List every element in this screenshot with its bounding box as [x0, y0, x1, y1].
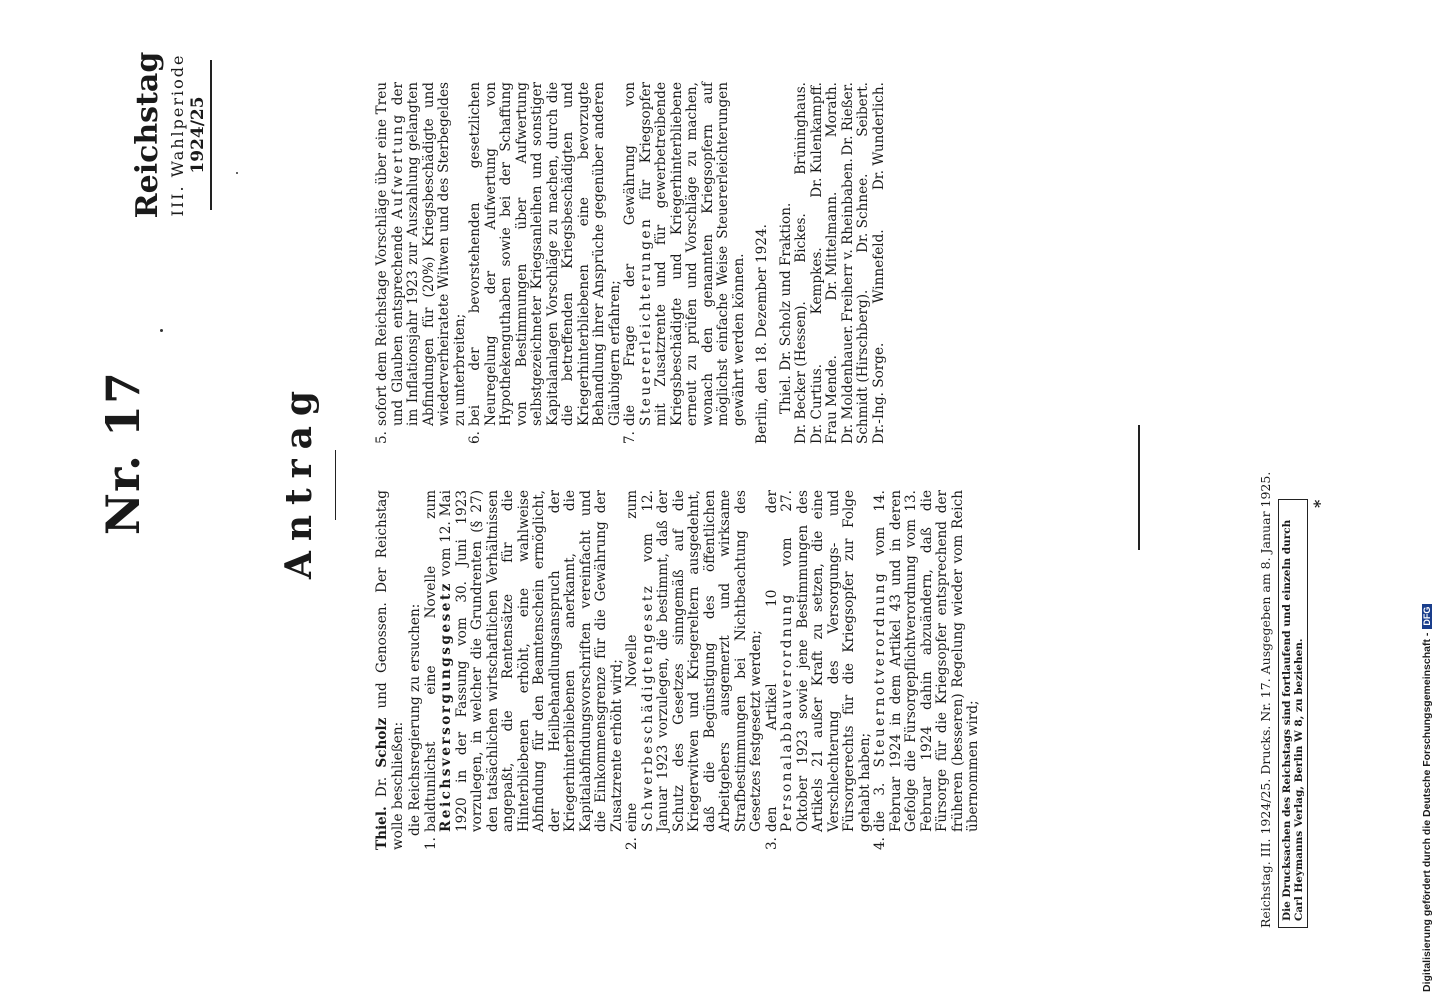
signature-lead: Thiel. Dr. Scholz und Fraktion.	[777, 202, 794, 414]
signatory-list	[794, 82, 887, 444]
signatory-row: Frau Mende. Dr. Mittelmann. Morath.	[824, 82, 840, 444]
speck-dot	[160, 329, 163, 332]
left-column	[375, 490, 982, 850]
signatory-row: Schmidt (Hirschberg). Dr. Schnee. Seibert.	[855, 82, 871, 444]
intro-scholz: Scholz	[374, 717, 390, 768]
header-rule	[210, 60, 212, 210]
signatory-row: Dr.-Ing. Sorge. Winnefeld. Dr. Wunderlich.	[870, 82, 887, 444]
lead-text: die Reichsregierung zu ersuchen:	[407, 603, 423, 836]
list-item: 1. baldtunlichst eine Novelle zum Reichsversorgungsgesetz vom 12. Mai 1920 in der Fassung vom 30. Juni 1923 vorzulegen, in welcher die Grundrenten (§ 27) den tatsächlichen wirtschaftlichen Verhältnissen angepaßt, die Rentensätze für die Hinterbliebenen erhöht, eine wahlweise Abfindung für den Beamtenschein ermöglicht, der Heilbehandlungsanspruch der Kriegerhinterbliebenen anerkannt, die Kapitalabfindungsvorschriften vereinfacht und die Einkommensgrenze für die Gewährung der Zusatzrente erhöht wird;	[422, 490, 625, 850]
speck-dot	[236, 172, 238, 174]
wahlperiode-label: III. Wahlperiode	[168, 53, 187, 217]
list-item: 7. die Frage der Gewährung von Steuererleichterungen für Kriegsopfer mit Zusatzrente und für gewerbetreibende Kriegsbeschädigte und Kriegerhinterbliebene erneut zu prüfen und Vorschläge zu machen, wonach den genannten Kriegsopfern auf möglichst einfache Weise Steuererleichterungen gewährt werden können.	[622, 82, 747, 444]
title-rule	[335, 450, 336, 520]
reichstag-heading: Reichstag	[130, 51, 165, 219]
footer-line: Reichstag. III. 1924/25. Drucks. Nr. 17. Ausgegeben am 8. Januar 1925.	[1258, 471, 1273, 928]
document-number: Nr. 17	[96, 370, 150, 536]
signatory-row: Dr. Curtius. Kempkes. Dr. Kulenkampff.	[808, 82, 825, 444]
footnote-box: Die Drucksachen des Reichstags sind fortlaufend und einzeln durch Carl Heymanns Verlag, Berlin W 8, zu beziehen.	[1278, 499, 1308, 928]
asterisk-mark: *	[1310, 499, 1329, 508]
date-line: Berlin, den 18. Dezember 1924.	[754, 224, 770, 444]
right-column	[375, 82, 887, 444]
column-separator	[1138, 425, 1140, 550]
list-item: 4. die 3. Steuernotverordnung vom 14. Februar 1924 in dem Artikel 43 und in deren Gefolge die Fürsorgepflichtverordnung vom 13. Februar 1924 dahin abzuändern, daß die Fürsorge für die Kriegsopfer entsprechend der früheren (besseren) Regelung wieder vom Reich übernommen wird;	[872, 490, 981, 850]
signatory-row: Dr. Moldenhauer. Freiherr v. Rheinbaben. Dr. Rießer.	[839, 82, 856, 444]
document-title: Antrag	[278, 380, 320, 580]
list-item: 2. eine Novelle zum Schwerbeschädigtengesetz vom 12. Januar 1923 vorzulegen, die bestimmt, daß der Schutz des Gesetzes sinngemäß auf die Kriegerwitwen und Kriegereltern ausgedehnt, daß die Begünstigung des öffentlichen Arbeitgebers ausgemerzt und wirksame Strafbestimmungen bei Nichtbeachtung des Gesetzes festgesetzt werden;	[624, 490, 764, 850]
list-item: 5. sofort dem Reichstage Vorschläge über eine Treu und Glauben entsprechende Aufwertung der im Inflationsjahr 1923 zur Auszahlung gelangten Abfindungen für (20%) Kriegsbeschädigte und wiederverheiratete Witwen und des Sterbegeldes zu unterbreiten;	[374, 82, 468, 444]
dfg-logo: DFG	[1422, 604, 1432, 629]
intro-name: Thiel.	[374, 806, 390, 850]
signatory-row: Dr. Becker (Hessen). Bickes. Brüninghaus.	[793, 82, 809, 444]
list-item: 3. den Artikel 10 der Personalabbauverordnung vom 27. Oktober 1923 sowie jene Bestimmungen des Artikels 21 außer Kraft zu setzen, die eine Verschlechterung des Versorgungs- und Fürsorgerechts für die Kriegsopfer zur Folge gehabt haben;	[763, 490, 873, 850]
list-item: 6. bei der bevorstehenden gesetzlichen Neuregelung der Aufwertung von Hypothekenguthaben sowie bei der Schaffung von Bestimmungen über Aufwertung selbstgezeichneter Kriegsanleihen und sonstiger Kapitalanlagen Vorschläge zu machen, durch die die betreffenden Kriegsbeschädigten und Kriegerhinterbliebenen eine bevorzugte Behandlung ihrer Ansprüche gegenüber anderen Gläubigern erfahren;	[467, 82, 623, 444]
session-years: 1924/25	[188, 96, 208, 174]
intro-paragraph: Thiel. Dr. Scholz und Genossen. Der Reichstag wolle beschließen:	[374, 490, 406, 850]
digitization-credit: Digitalisierung gefördert durch die Deutsche Forschungsgemeinschaft -DFG	[1421, 12, 1433, 992]
